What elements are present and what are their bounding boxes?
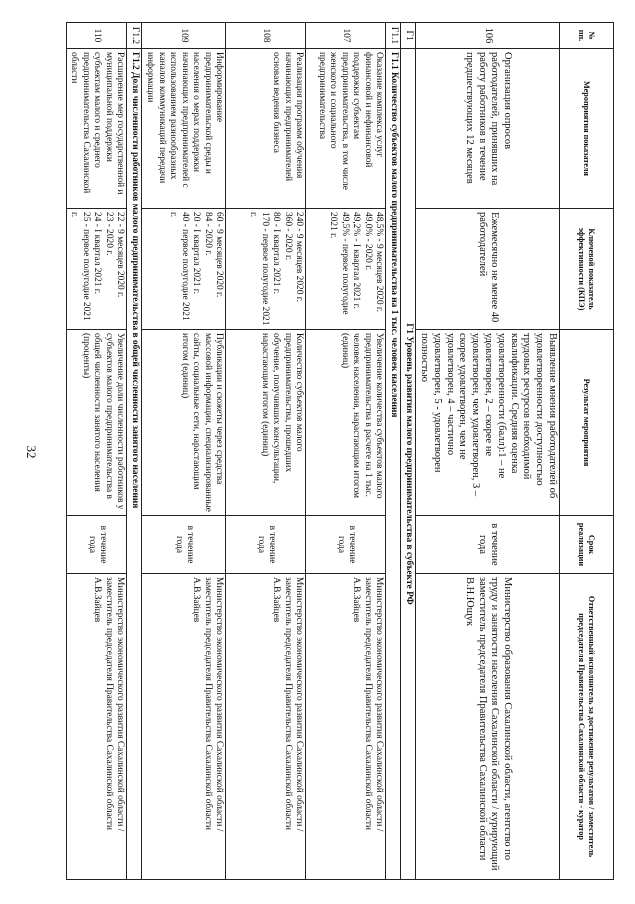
row-kpi: 60 - 9 месяцев 2020 г. 84 - 2020 г. 20 - I квартал 2021 г. 40 - первое полугодие 2021 г. [142, 209, 226, 330]
row-number: 110 [66, 23, 126, 49]
subsection-title: Г1.2 Доля численности работников малого предпринимательства в общей численности занятого населения [127, 49, 142, 880]
row-number: 108 [226, 23, 306, 49]
header-result: Результат мероприятия [560, 330, 614, 516]
row-term: в течение года [416, 516, 560, 574]
table-row [416, 23, 560, 880]
page-number: 32 [24, 445, 39, 459]
row-result: Публикации и сюжеты через средства массовой информации, специализированные сайты, социальные сети, нарастающим итогом (единиц) [142, 330, 226, 516]
table-row [142, 23, 226, 880]
row-number: 109 [142, 23, 226, 49]
row-responsible: Министерство образования Сахалинской области, агентство по труду и занятости населения Сахалинской области / курирующий заместитель председателя Правительства Сахалинской области В.Н.Ющук [416, 574, 560, 880]
header-event: Мероприятия показателя [560, 49, 614, 209]
row-term: в течение года [142, 516, 226, 574]
row-result: Увеличение доли численности работников у субъектов малого предпринимательства в общей численности занятого населения (проценты) [66, 330, 126, 516]
section-code: Г1 [401, 23, 416, 49]
header-number: № пп. [560, 23, 614, 49]
row-kpi: 22 - 9 месяцев 2020 г. 23 - 2020 г. 24 - I квартал 2021 г. 25 - первое полугодие 2021 г. [66, 209, 126, 330]
header-kpi: Ключевой показатель эффективности (КПЭ) [560, 209, 614, 330]
subsection-row [386, 23, 401, 880]
row-term: в течение года [66, 516, 126, 574]
row-result: Количество субъектов малого предпринимательства, прошедших обучение, получивших консультации, нарастающим итогом (единиц) [226, 330, 306, 516]
subsection-code: Г1.2 [127, 23, 142, 49]
table-header-row [560, 23, 614, 880]
header-responsible: Ответственный исполнитель за достижение результатов / заместитель председателя Правительства Сахалинской области - куратор [560, 574, 614, 880]
table-row [306, 23, 386, 880]
row-responsible: Министерство экономического развития Сахалинской области / заместитель председателя Правительства Сахалинской области А.В.Зайцев [306, 574, 386, 880]
row-event: Оказание комплекса услуг финансовой и нефинансовой поддержки субъектам предпринимательства, в том числе женского и социального предпринимательства [306, 49, 386, 209]
plan-table [66, 22, 614, 880]
table-row [226, 23, 306, 880]
row-event: Расширение мер государственной и муниципальной поддержки субъектам малого и среднего предпринимательства Сахалинской области [66, 49, 126, 209]
row-kpi: Ежемесячно не менее 40 работодателей [416, 209, 560, 330]
row-event: Организация опросов работодателей, принявших на работу работников в течение предшествующих 12 месяцев [416, 49, 560, 209]
row-event: Реализация программ обучения начинающих предпринимателей основам ведения бизнеса [226, 49, 306, 209]
row-term: в течение года [306, 516, 386, 574]
row-responsible: Министерство экономического развития Сахалинской области / заместитель председателя Правительства Сахалинской области А.В.Зайцев [226, 574, 306, 880]
row-responsible: Министерство экономического развития Сахалинской области / заместитель председателя Правительства Сахалинской области А.В.Зайцев [66, 574, 126, 880]
document-page [69, 22, 614, 879]
row-responsible: Министерство экономического развития Сахалинской области / заместитель председателя Правительства Сахалинской области А.В.Зайцев [142, 574, 226, 880]
row-kpi: 240 - 9 месяцев 2020 г. 360 - 2020 г. 80 - I квартал 2021 г. 170 - первое полугодие 2021 г. [226, 209, 306, 330]
header-term: Срок реализации [560, 516, 614, 574]
row-number: 107 [306, 23, 386, 49]
section-row [401, 23, 416, 880]
section-title: Г1 Уровень развития малого предпринимательства в субъекте РФ [401, 49, 416, 880]
row-number: 106 [416, 23, 560, 49]
subsection-title: Г1.1 Количество субъектов малого предпринимательства на 1 тыс. человек населения [386, 49, 401, 880]
row-kpi: 48,5% - 9 месяцев 2020 г. 49,0% - 2020 г. 49,2% - I квартал 2021 г. 49,5% - первое полугодие 2021 г. [306, 209, 386, 330]
row-event: Информирование предпринимательской среды и населения о мерах поддержки начинающих предпринимателей с использованием разнообразных каналов коммуникаций передачи информации [142, 49, 226, 209]
rotated-content [69, 22, 614, 879]
subsection-code: Г1.1 [386, 23, 401, 49]
row-result: Увеличение количества субъектов малого предпринимательства в расчете на 1 тыс. человек населения, нарастающим итогом (единиц) [306, 330, 386, 516]
row-result: Выявление мнения работодателей об удовлетворенности доступностью трудовых ресурсов необходимой квалификации. Средняя оценка удовлетворенности (балл):1 – не удовлетворен, 2 – скорее не удовлетворен, чем удовлетворен, 3 – скорее удовлетворен, чем не удовлетворен, 4 – частично удовлетворен, 5 - удовлетворен полностью [416, 330, 560, 516]
subsection-row [127, 23, 142, 880]
row-term: в течение года [226, 516, 306, 574]
table-row [66, 23, 126, 880]
